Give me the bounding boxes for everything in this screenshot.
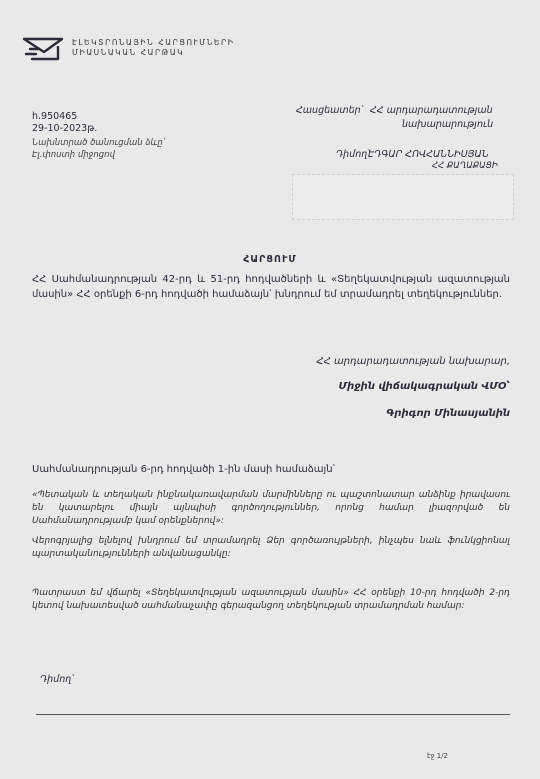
constitution-quote: «Պետական և տեղական ինքնակառավարման մարմինները ու պաշտոնատար անձինք իրավասու են կատարելու միայն այնպիսի գործողություններ, որոնց համար լիազորված են Սահմանադրությամբ կամ օրենքներով»: xyxy=(32,490,510,526)
addressee-line-1: ՀՀ արդարադատության նախարար, xyxy=(316,356,510,367)
footer-divider xyxy=(36,714,510,715)
notification-form-label: Նախնտրած ծանուցման ձևը՝ xyxy=(32,138,165,148)
notification-method: Էլ.փոստի միջոցով xyxy=(32,150,115,160)
notification-form xyxy=(32,137,165,161)
org-line-1: ԷԼԵԿՏՐՈՆԱՅԻՆ ՀԱՐՑՈՒՄՆԵՐԻ xyxy=(72,38,235,47)
addressee-line-2: Միջին վիճակագրական ՎՄՕ՝ xyxy=(338,381,510,392)
applicant-status: ՀՀ ՔԱՂԱՔԱՑԻ xyxy=(432,161,498,171)
applicant-label: Դիմող՝ xyxy=(336,149,370,160)
organization-name xyxy=(72,38,235,58)
recipient-label: Հասցեատեր՝ xyxy=(296,105,363,116)
document-title: ՀԱՐՑՈՒՄ xyxy=(243,254,297,265)
recipient-name xyxy=(370,104,520,132)
closing-paragraph: Պատրաստ եմ վճարել «Տեղեկատվության ազատության մասին» ՀՀ օրենքի 10-րդ հոդվածի 2-րդ կետով նախատեսված սահմանաչափը գերազանցող տեղեկության տրամադրման համար: xyxy=(32,588,510,611)
recipient-line-2: նախարարություն xyxy=(402,119,494,130)
signer-label: Դիմող՝ xyxy=(40,674,74,685)
recipient-line-1: ՀՀ արդարադատության xyxy=(370,105,493,116)
envelope-logo-icon xyxy=(22,36,66,62)
org-line-2: ՄԻԱՍՆԱԿԱՆ ՀԱՐԹԱԿ xyxy=(72,48,185,57)
intro-paragraph: ՀՀ Սահմանադրության 42-րդ և 51-րդ հոդվածների և «Տեղեկատվության ազատության մասին» ՀՀ օրենքի 6-րդ հոդվածի համաձայն՝ խնդրում եմ տրամադրել տեղեկություններ. xyxy=(32,274,510,300)
request-number: հ.950465 xyxy=(32,111,78,122)
page-number: էջ 1/2 xyxy=(426,752,448,760)
request-date: 29-10-2023թ. xyxy=(32,123,98,134)
request-paragraph: Վերոգրյալից ելնելով խնդրում եմ տրամադրել Ձեր գործառույթների, ինչպես նաև ֆունկցիոնալ պարտականությունների անվանացանկը: xyxy=(32,536,510,559)
applicant-name: ԷԴԳԱՐ ՀՈՎՀԱՆՆԻՍՅԱՆ xyxy=(368,149,489,160)
legal-basis: Սահմանադրության 6-րդ հոդվածի 1-ին մասի համաձայն՝ xyxy=(32,464,335,475)
stamp-area xyxy=(292,174,514,220)
addressee-line-3: Գրիգոր Մինասյանին xyxy=(386,408,510,419)
